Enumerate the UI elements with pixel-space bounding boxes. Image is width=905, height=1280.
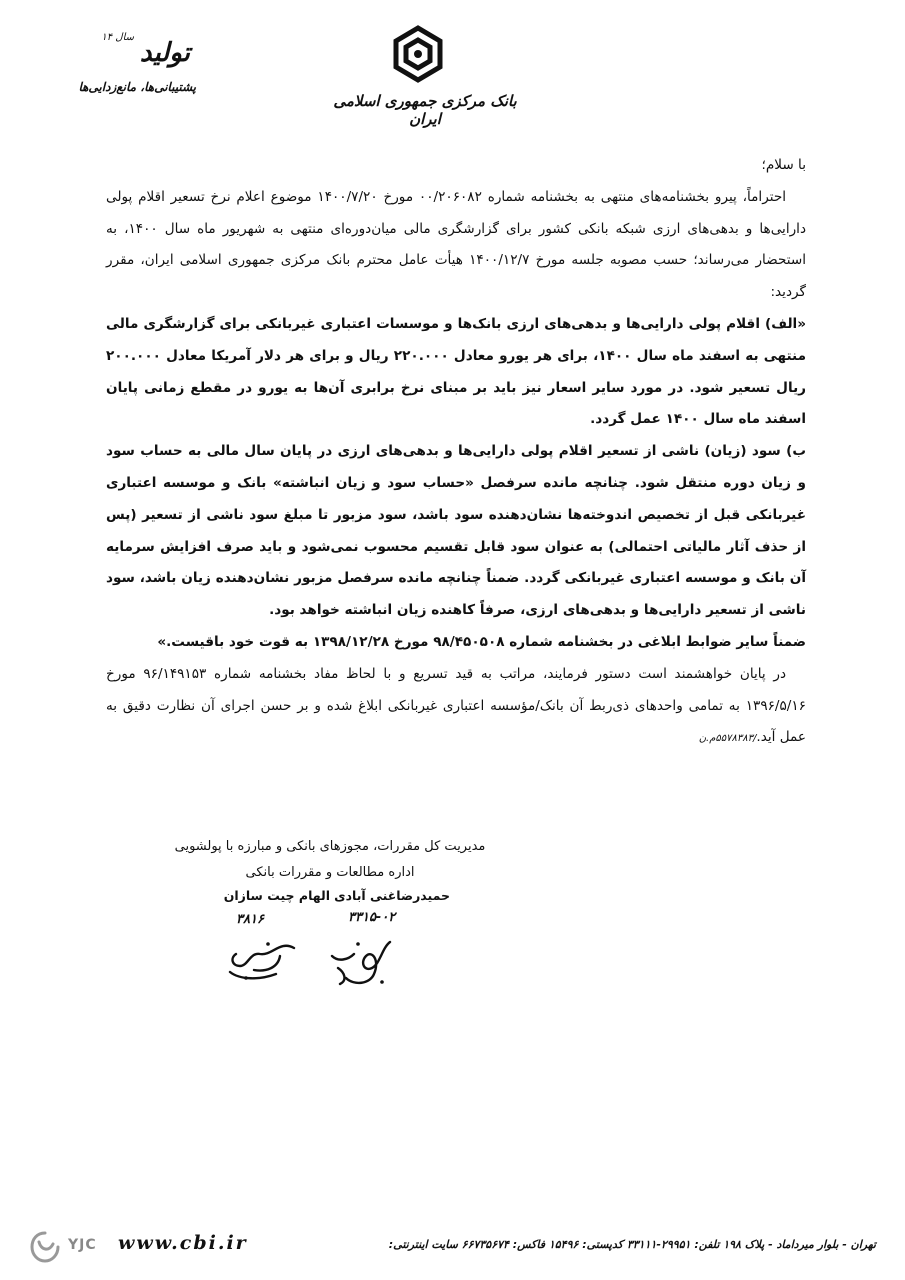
website-link[interactable]: www.cbi.ir: [118, 1232, 248, 1254]
closing-paragraph: [106, 659, 806, 755]
signature-a-icon: [324, 934, 400, 990]
department-line-1: مدیریت کل مقررات، مجوزهای بانکی و مبارزه با پولشویی: [174, 839, 486, 854]
signer-b-code: ۳۸۱۶: [236, 912, 264, 927]
letter-body: [106, 150, 806, 755]
badge-subtitle: پشتیبانی‌ها، مانع‌زدایی‌ها: [78, 80, 196, 94]
badge-year: سال ۱۴: [101, 32, 134, 43]
signer-a-code: ۳۳۱۵-۰۲: [348, 910, 396, 925]
year-slogan-badge: [80, 30, 198, 114]
signer-a-name: حمیدرضاغنی آبادی: [334, 888, 450, 903]
item-b-paragraph: ب) سود (زیان) ناشی از تسعیر اقلام پولی دارایی‌ها و بدهی‌های ارزی در پایان سال مالی به حساب سود و زیان دوره منتقل شود. چنانچه مانده سرفصل «حساب سود و زیان انباشته» بانک و موسسه اعتباری غیربانکی قبل از تخصیص اندوخته‌ها نشان‌دهنده سود باشد، سود مزبور تا مبلغ سود ناشی از تسعیر (پس از حذف آثار مالیاتی احتمالی) به عنوان سود قابل تقسیم محسوب نمی‌شود و باید صرف افزایش سرمایه آن بانک و موسسه اعتباری غیربانکی گردد. ضمناً چنانچه مانده سرفصل مزبور نشان‌دهنده زیان باشد، سود ناشی از تسعیر دارایی‌ها و بدهی‌های ارزی، صرفاً کاهنده زیان انباشته خواهد بود.: [106, 443, 806, 619]
department-line-2: اداره مطالعات و مقررات بانکی: [245, 865, 415, 880]
bank-name: بانک مرکزی جمهوری اسلامی ایران: [333, 92, 517, 128]
item-a-paragraph: «الف) اقلام پولی دارایی‌ها و بدهی‌های ارزی بانک‌ها و موسسات اعتباری غیربانکی برای گزارشگری مالی منتهی به اسفند ماه سال ۱۴۰۰، برای هر یورو معادل ۲۲۰.۰۰۰ ریال و برای هر دلار آمریکا معادل ۲۰۰.۰۰۰ ریال تسعیر شود. در مورد سایر اسعار نیز باید بر مبنای نرخ برابری آن‌ها به یورو در مقطع زمانی پایان اسفند ماه سال ۱۴۰۰ عمل گردد.: [106, 315, 806, 428]
closing-text: در پایان خواهشمند است دستور فرمایند، مراتب به قید تسریع و با لحاظ مفاد بخشنامه شماره ۹۶/۱۴۹۱۵۳ مورخ ۱۳۹۶/۵/۱۶ به تمامی واحدهای ذی‌ربط آن بانک/مؤسسه اعتباری غیربانکی ابلاغ شده و بر حسن اجرای آن نظارت دقیق به عمل آید.: [106, 665, 806, 746]
badge-word: تولید: [139, 38, 190, 68]
yjc-logo-icon: [28, 1230, 62, 1264]
footer: [0, 1218, 905, 1278]
note-paragraph: ضمناً سایر ضوابط ابلاغی در بخشنامه شماره ۹۸/۴۵۰۵۰۸ مورخ ۱۳۹۸/۱۲/۲۸ به قوت خود باقیست.»: [157, 633, 806, 650]
footer-address: تهران - بلوار میرداماد - پلاک ۱۹۸ تلفن: ۲۹۹۵۱-۳۳۱۱۱ کدپستی: ۱۵۴۹۶ فاکس: ۶۶۷۳۵۶۷۴ سایت اینترنتی:: [388, 1238, 876, 1251]
central-bank-logo-icon: [388, 24, 448, 88]
signature-b-icon: [220, 936, 300, 986]
watermark-text: YJC: [68, 1237, 97, 1253]
greeting: با سلام؛: [761, 157, 806, 173]
signature-block: [150, 834, 510, 886]
intro-paragraph: احتراماً، پیرو بخشنامه‌های منتهی به بخشنامه شماره ۰۰/۲۰۶۰۸۲ مورخ ۱۴۰۰/۷/۲۰ موضوع اعلام نرخ تسعیر اقلام پولی دارایی‌ها و بدهی‌های ارزی شبکه بانکی کشور برای گزارشگری مالی میان‌دوره‌ای منتهی به شهریور ماه سال ۱۴۰۰، به استحضار می‌رساند؛ حسب مصوبه جلسه مورخ ۱۴۰۰/۱۲/۷ هیأت عامل محترم بانک مرکزی جمهوری اسلامی ایران، مقرر گردید:: [106, 188, 806, 301]
signer-b-name: الهام چیت سازان: [223, 888, 330, 903]
reference-code: /۵۵۷۸۳۸۳م.ن: [698, 733, 757, 745]
